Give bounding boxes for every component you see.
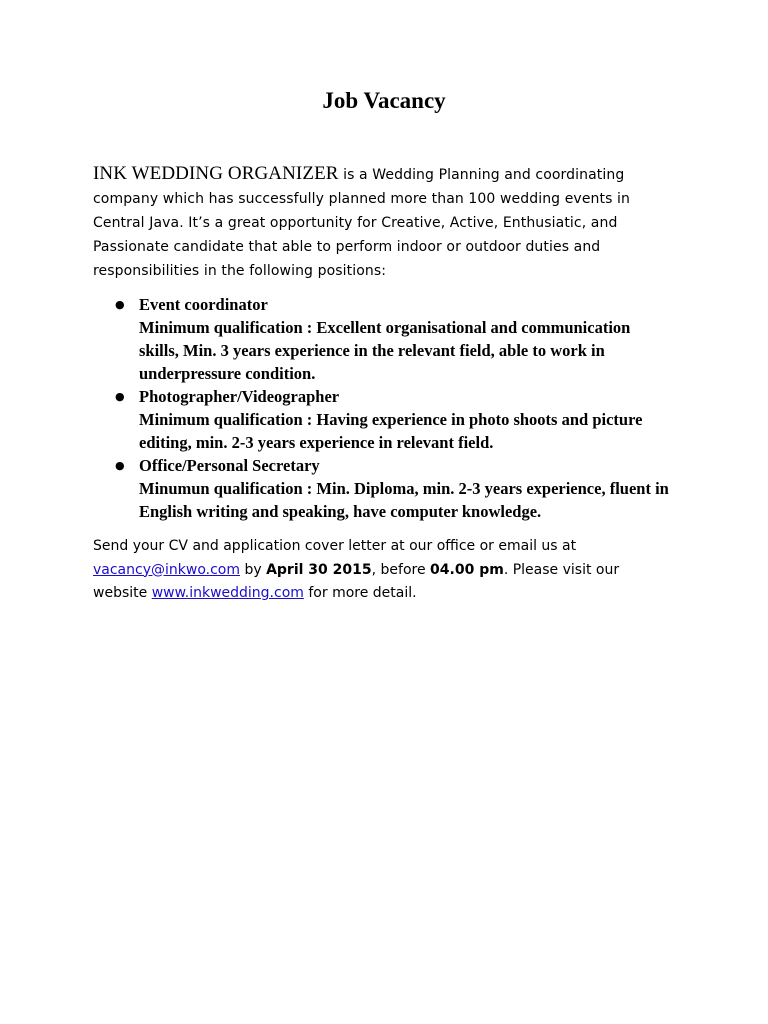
intro-text: is a Wedding Planning and coordinating company which has successfully planned more than 100 wedding events in Central Java. It’s a great opportunity for Creative, Active, Enthusiatic, and Passionate candidate that able to perform indoor or outdoor duties and responsibilities in the following positions: xyxy=(93,167,631,279)
position-qualification: Minumun qualification : Min. Diploma, min. 2-3 years experience, fluent in English writing and speaking, have computer knowledge. xyxy=(139,479,669,521)
list-item xyxy=(93,454,673,523)
list-item xyxy=(93,293,673,385)
closing-text: . Please visit our website xyxy=(93,561,620,601)
closing-text: by xyxy=(240,561,267,578)
closing-text: Send your CV and application cover letter at our office or email us at xyxy=(93,538,577,554)
position-name: Office/Personal Secretary xyxy=(139,456,320,475)
bullet-icon: ● xyxy=(115,390,125,403)
closing-paragraph xyxy=(93,535,673,606)
email-link[interactable]: vacancy@inkwo.com xyxy=(93,561,240,578)
positions-list xyxy=(93,293,673,523)
deadline-time: 04.00 pm xyxy=(430,561,504,578)
closing-text: , before xyxy=(371,561,431,578)
deadline-date: April 30 2015 xyxy=(266,561,372,578)
position-name: Event coordinator xyxy=(139,295,268,314)
list-item xyxy=(93,385,673,454)
website-link[interactable]: www.inkwedding.com xyxy=(151,585,304,601)
bullet-icon: ● xyxy=(115,459,125,472)
bullet-icon: ● xyxy=(115,298,125,311)
organization-name: INK WEDDING ORGANIZER xyxy=(93,163,339,184)
intro-paragraph xyxy=(93,162,673,283)
closing-text: for more detail. xyxy=(303,585,417,601)
position-qualification: Minimum qualification : Excellent organisational and communication skills, Min. 3 years experience in the relevant field, able to work in underpressure condition. xyxy=(139,318,631,383)
position-qualification: Minimum qualification : Having experience in photo shoots and picture editing, min. 2-3 years experience in relevant field. xyxy=(139,410,643,452)
page-title: Job Vacancy xyxy=(322,88,446,113)
position-name: Photographer/Videographer xyxy=(139,387,340,406)
